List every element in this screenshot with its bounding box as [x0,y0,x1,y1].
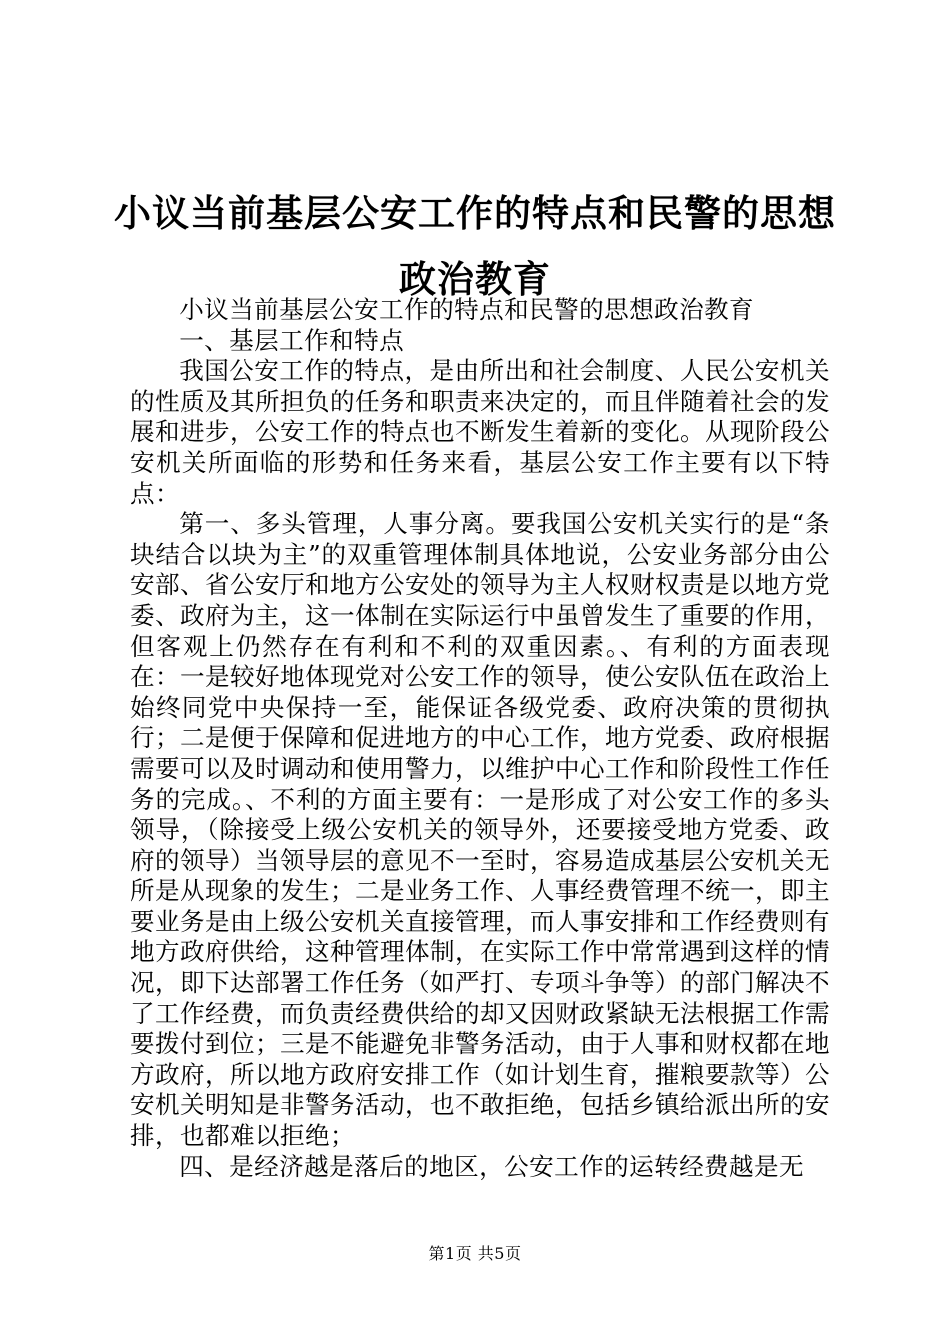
paragraph-fourth-point: 四、是经济越是落后的地区，公安工作的运转经费越是无 [179,1151,805,1181]
paragraph-subtitle: 小议当前基层公安工作的特点和民警的思想政治教育 [179,295,755,324]
paragraph-first-point: 第一、多头管理，人事分离。要我国公安机关实行的是“条块结合以块为主”的双重管理体制具体地说，公安业务部分由公安部、省公安厅和地方公安处的领导为主人权财权责是以地方党委、政府为主，这一体制在实际运行中虽曾发生了重要的作用，但客观上仍然存在有利和不利的双重因素。、有利的方面表现在：一是较好地体现党对公安工作的领导，使公安队伍在政治上始终同党中央保持一至，能保证各级党委、政府决策的贯彻执行；二是便于保障和促进地方的中心工作，地方党委、政府根据需要可以及时调动和使用警力，以维护中心工作和阶段性工作任务的完成。、不利的方面主要有：一是形成了对公安工作的多头领导，（除接受上级公安机关的领导外，还要接受地方党委、政府的领导）当领导层的意见不一至时，容易造成基层公安机关无所是从现象的发生；二是业务工作、人事经费管理不统一，即主要业务是由上级公安机关直接管理，而人事安排和工作经费则有地方政府供给，这种管理体制，在实际工作中常常遇到这样的情况，即下达部署工作任务（如严打、专项斗争等）的部门解决不了工作经费，而负责经费供给的却又因财政紧缺无法根据工作需要拨付到位；三是不能避免非警务活动，由于人事和财权都在地方政府，所以地方政府安排工作（如计划生育，摧粮要款等）公安机关明知是非警务活动，也不敢拒绝，包括乡镇给派出所的安排，也都难以拒绝； [130,509,830,1151]
page-footer: 第1页 共5页 [428,1244,522,1263]
document-title: 小议当前基层公安工作的特点和民警的思想政治教育 [114,191,836,301]
paragraph-intro: 我国公安工作的特点，是由所出和社会制度、人民公安机关的性质及其所担负的任务和职责来决定的，而且伴随着社会的发展和进步，公安工作的特点也不断发生着新的变化。从现阶段公安机关所面临的形势和任务来看，基层公安工作主要有以下特点： [130,356,830,508]
document-body [130,295,830,1182]
paragraph-section-heading: 一、基层工作和特点 [179,325,405,355]
